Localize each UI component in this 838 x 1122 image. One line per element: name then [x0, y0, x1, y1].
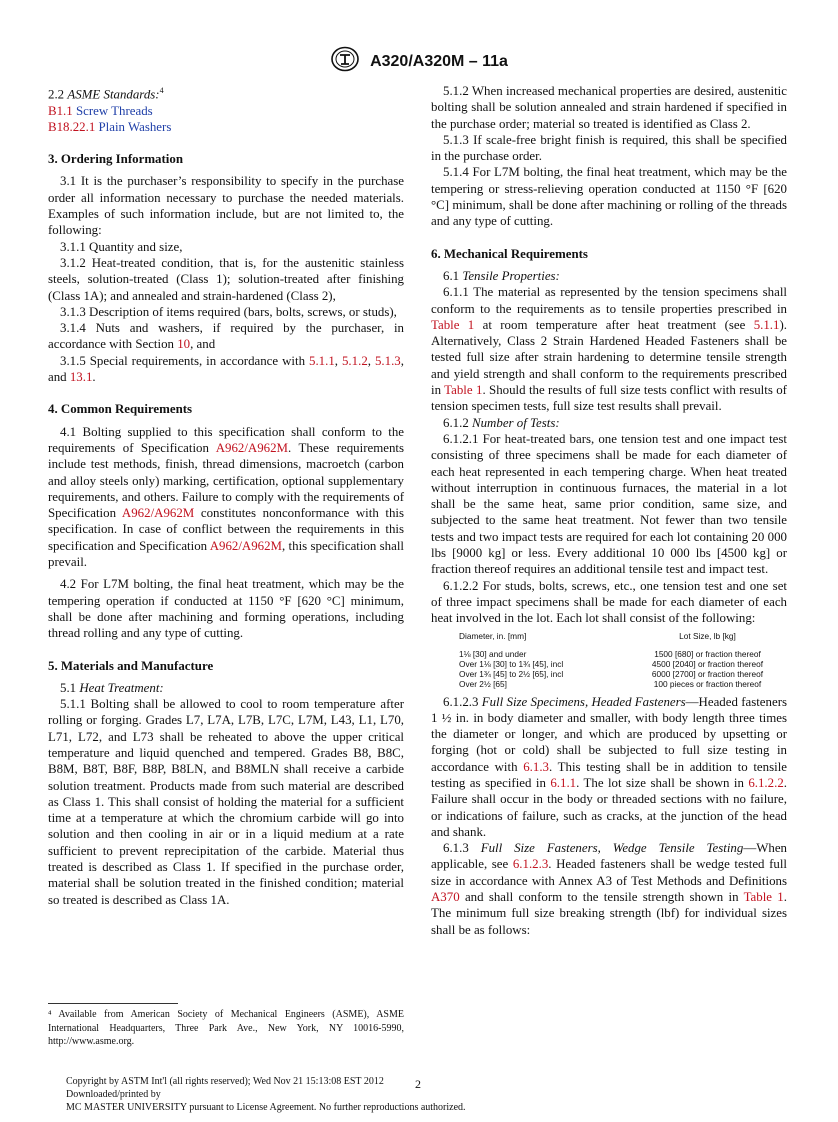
left-column: [48, 83, 404, 908]
link-5-1-1[interactable]: 5.1.1: [753, 317, 780, 332]
table-row: [431, 679, 787, 689]
table-header: Diameter, in. [mm]: [459, 630, 527, 641]
para-3-1: 3.1 It is the purchaser’s responsibility to specify in the purchase order all information necessary to purchase the needed materials. Examples of such information include, but are not limited to, the following:: [48, 174, 404, 238]
para-4-2: 4.2 For L7M bolting, the final heat treatment, which may be the tempering operation if conducted at 1150 °F [620 °C] minimum, shall be done after machining and forming operations, including thread rolling and any type of cutting.: [48, 577, 404, 641]
para-5-1-2: 5.1.2 When increased mechanical properties are desired, austenitic bolting shall be solution annealed and strain hardened if specified in the purchase order; material so treated is identified as Class 2.: [431, 84, 787, 131]
link-5-1-3[interactable]: 5.1.3: [374, 353, 401, 368]
para-6-1-2-2: 6.1.2.2 For studs, bolts, screws, etc., one tension test and one set of three impact specimens shall be made for each diameter of each heat involved in the lot. Each lot shall consist of the following:: [431, 578, 787, 626]
table-cell: 4500 [2040] or fraction thereof: [651, 658, 764, 669]
table-cell: 6000 [2700] or fraction thereof: [651, 669, 764, 680]
para-3-1-2: 3.1.2 Heat-treated condition, that is, for the austenitic stainless steels, solution-treated (Class 1); solution-treated after finishing (Class 1A); and annealed and strain-hardened (Class 2),: [48, 255, 404, 303]
table-row: [431, 659, 787, 669]
footnote-4: ⁴ Available from American Society of Mechanical Engineers (ASME), ASME International Headquarters, Three Park Ave., New York, NY 10016-5990, http://www.asme.org.: [48, 1009, 404, 1047]
download-line: Downloaded/printed by: [66, 1089, 161, 1100]
section-3-heading: 3. Ordering Information: [48, 152, 183, 167]
link-10[interactable]: 10: [177, 337, 191, 352]
ref-b1-1[interactable]: B1.1 Screw Threads: [48, 103, 153, 118]
link-a962[interactable]: A962/A962M: [121, 506, 195, 521]
table-row: [431, 649, 787, 659]
table-cell: 1500 [680] or fraction thereof: [654, 648, 761, 659]
section-2-2: 2.2 ASME Standards:$^4$: [48, 86, 164, 102]
link-6-1-3[interactable]: 6.1.3: [523, 759, 549, 774]
para-3-1-4: 3.1.4 Nuts and washers, if required by the purchaser, in accordance with Section 10, and: [48, 321, 404, 352]
link-5-1-2[interactable]: 5.1.2: [341, 353, 368, 368]
link-a370[interactable]: A370: [431, 890, 460, 905]
table-cell: Over 1⅛ [30] to 1¾ [45], incl: [459, 658, 564, 669]
document-title: A320/A320M – 11a: [370, 52, 508, 70]
para-5-1-4: 5.1.4 For L7M bolting, the final heat treatment, which may be the tempering or stress-relieving operation conducted at 1150 °F [620 °C] minimum, shall be done after machining or rolling of the threads and any type of cutting.: [431, 165, 787, 229]
link-6-1-2-2[interactable]: 6.1.2.2: [748, 776, 784, 790]
link-5-1-1[interactable]: 5.1.1: [309, 353, 335, 368]
link-table-1[interactable]: Table 1: [431, 317, 475, 332]
table-cell: Over 2½ [65]: [459, 679, 507, 690]
ref-b18-22-1[interactable]: B18.22.1 Plain Washers: [48, 119, 172, 134]
lot-size-table: [431, 631, 787, 690]
link-a962[interactable]: A962/A962M: [215, 440, 289, 455]
section-5-1: 5.1 Heat Treatment:: [60, 680, 164, 695]
section-4-heading: 4. Common Requirements: [48, 402, 193, 417]
para-4-1: 4.1 Bolting supplied to this specification shall conform to the requirements of Specification A962/A962M. These requirements include test methods, finish, thread dimensions, macroetch (carbon and alloy steels only) marking, certification, optional supplementary requirements, and others. Failure to comply with the requirements of Specification A962/A962M constitutes nonconformance with this specification. In case of conflict between the requirements in this specification and Specification A962/A962M, this specification shall prevail.: [48, 424, 405, 570]
page-header: [0, 46, 838, 77]
license-line: MC MASTER UNIVERSITY pursuant to License Agreement. No further reproductions authorized.: [66, 1102, 466, 1113]
para-3-1-3: 3.1.3 Description of items required (bars, bolts, screws, or studs),: [60, 304, 397, 319]
table-cell: 100 pieces or fraction thereof: [653, 679, 762, 690]
section-6-1: 6.1 Tensile Properties:: [443, 268, 560, 283]
link-a962[interactable]: A962/A962M: [209, 538, 283, 553]
table-row: [431, 669, 787, 679]
link-table-1[interactable]: Table 1: [743, 890, 784, 905]
section-5-heading: 5. Materials and Manufacture: [48, 658, 214, 673]
table-cell: Over 1¾ [45] to 2½ [65], incl: [459, 669, 564, 680]
footnote-rule: [48, 1003, 178, 1004]
para-5-1-3: 5.1.3 If scale-free bright finish is required, this shall be specified in the purchase order.: [431, 132, 787, 164]
table-cell: 1⅛ [30] and under: [459, 648, 527, 659]
link-6-1-2-3[interactable]: 6.1.2.3: [512, 857, 549, 872]
page-number: 2: [415, 1077, 421, 1091]
link-6-1-1[interactable]: 6.1.1: [550, 776, 577, 790]
para-3-1-5: 3.1.5 Special requirements, in accordance with 5.1.1, 5.1.2, 5.1.3, and 13.1.: [48, 353, 404, 385]
right-column: [431, 83, 787, 938]
section-6-1-2: 6.1.2 Number of Tests:: [443, 415, 560, 430]
astm-logo-icon: [330, 46, 360, 77]
copyright-footer: [66, 1075, 466, 1114]
copyright-line: Copyright by ASTM Int'l (all rights reserved); Wed Nov 21 15:13:08 EST 2012: [66, 1076, 384, 1087]
table-header: Lot Size, lb [kg]: [679, 630, 736, 641]
link-13-1[interactable]: 13.1: [69, 370, 93, 385]
para-6-1-2-1: 6.1.2.1 For heat-treated bars, one tension test and one impact test consisting of three specimens shall be made for each diameter of each heat represented in each tempering charge. When heat treated without interruption in continuous furnaces, the material in a lot shall be the same heat, same prior condition, same size, and subjected to the same heat treatment. Not fewer than two tensile tests and two impact tests are required for each lot containing 20 000 lbs [9000 kg] or less. Every additional 10 000 lbs [4500 kg] or fraction thereof requires an additional tensile test and impact test.: [431, 431, 787, 577]
para-6-1-3: 6.1.3 Full Size Fasteners, Wedge Tensile Testing—When applicable, see 6.1.2.3. Headed fasteners shall be wedge tested full size in accordance with Annex A3 of Test Methods and Definitions A370 and shall conform to the tensile strength shown in Table 1. The minimum full size breaking strength (lbf) for individual sizes shall be as follows:: [431, 841, 787, 937]
para-6-1-2-3: 6.1.2.3 Full Size Specimens, Headed Fasteners—Headed fasteners 1 ½ in. in body diameter and smaller, with body length three times the diameter or longer, and which are produced by upsetting or forging (hot or cold) shall be subjected to full size testing in accordance with 6.1.3. This testing shall be in addition to tensile testing as specified in 6.1.1. The lot size shall be shown in 6.1.2.2. Failure shall occur in the body or threaded sections with no failure, or indications of failure, such as cracks, at the junction of the head and shank.: [431, 694, 787, 839]
section-6-heading: 6. Mechanical Requirements: [431, 246, 588, 261]
table-header-row: [431, 631, 787, 641]
link-table-1[interactable]: Table 1: [444, 383, 483, 398]
para-6-1-1: 6.1.1 The material as represented by the tension specimens shall conform to the requirements as to tensile properties prescribed in Table 1 at room temperature after heat treatment (see 5.1.1). Alternatively, Class 2 Strain Hardened Headed Fasteners shall be tested full size after strain hardening to determine tensile strength and yield strength and shall conform to the requirements prescribed in Table 1. Should the results of full size tests conflict with results of tension specimen tests, full size test results shall prevail.: [431, 285, 787, 414]
para-5-1-1: 5.1.1 Bolting shall be allowed to cool to room temperature after rolling or forging. Grades L7, L7A, L7B, L7C, L7M, L43, L1, L70, L71, L72, and L73 shall be reheated to above the upper critical temperature and liquid quenched and tempered. Grades B8, B8C, B8M, B8T, B8F, B8P, B8LN, and B8MLN shall receive a carbide solution treatment. Products made from such material are described as Class 1. This shall consist of holding the material for a sufficient time at a temperature at which the chromium carbide will go into solution and then cooling in air or in a liquid medium at a rate sufficient to prevent reprecipitation of the carbide. Material thus treated is described as Class 1. If specified in the purchase order, material shall be solution treated in the finished condition; material so treated is described as Class 1A.: [48, 697, 404, 907]
para-3-1-1: 3.1.1 Quantity and size,: [60, 239, 183, 254]
